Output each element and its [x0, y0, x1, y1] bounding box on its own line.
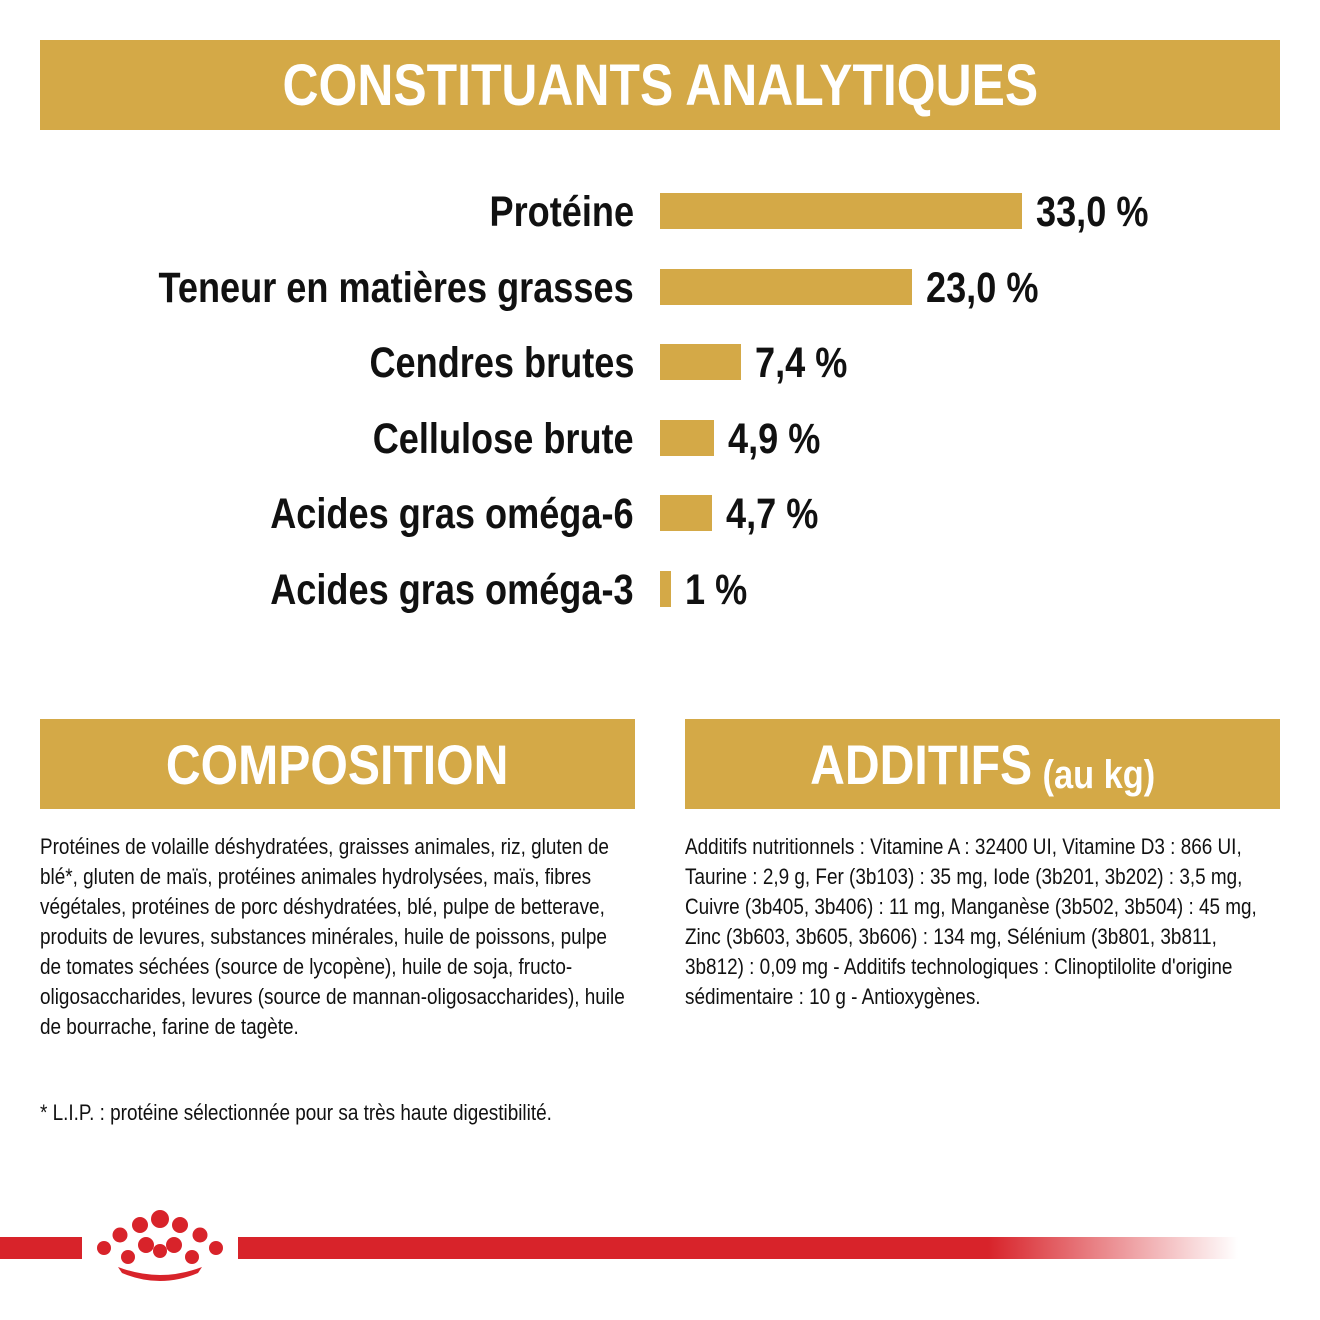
chart-value-label: 1 %	[685, 565, 748, 614]
chart-value-label: 4,9 %	[728, 414, 821, 463]
chart-bar	[660, 269, 912, 305]
additives-unit: (au kg)	[1042, 752, 1156, 797]
analytical-constituents-header	[40, 40, 1280, 130]
chart-row	[0, 414, 1320, 464]
chart-row	[0, 338, 1320, 388]
chart-row	[0, 489, 1320, 539]
chart-bar	[660, 193, 1022, 229]
composition-footnote: * L.I.P. : protéine sélectionnée pour sa très haute digestibilité.	[40, 1100, 552, 1125]
chart-row	[0, 187, 1320, 237]
additives-title: ADDITIFS	[809, 732, 1032, 796]
chart-category-label: Acides gras oméga-6	[270, 490, 634, 538]
chart-bar	[660, 420, 714, 456]
chart-category-label: Cendres brutes	[369, 339, 634, 387]
additives-title-group	[810, 732, 1155, 797]
additives-header	[685, 719, 1280, 809]
chart-bar	[660, 571, 671, 607]
composition-title: COMPOSITION	[166, 732, 509, 796]
analytical-constituents-title: CONSTITUANTS ANALYTIQUES	[282, 52, 1038, 118]
brand-stripe-left	[0, 1237, 82, 1259]
chart-category-label: Teneur en matières grasses	[158, 263, 634, 312]
chart-category-label: Acides gras oméga-3	[270, 565, 634, 614]
chart-value-label: 33,0 %	[1036, 188, 1149, 236]
chart-value-label: 23,0 %	[926, 263, 1039, 312]
chart-bar	[660, 344, 741, 380]
composition-header	[40, 719, 635, 809]
composition-text: Protéines de volaille déshydratées, graisses animales, riz, gluten de blé*, gluten de maïs, protéines animales hydrolysées, maïs, fibres végétales, protéines de porc déshydratées, blé, pulpe de betterave, produits de levures, substances minérales, huile de poissons, pulpe de tomates séchées (source de lycopène), huile de soja, fructo-oligosaccharides, levures (source de mannan-oligosaccharides), huile de bourrache, farine de tagète.	[40, 834, 625, 1039]
chart-row	[0, 263, 1320, 313]
chart-value-label: 4,7 %	[726, 490, 819, 538]
additives-text: Additifs nutritionnels : Vitamine A : 32400 UI, Vitamine D3 : 866 UI, Taurine : 2,9 g, Fer (3b103) : 35 mg, Iode (3b201, 3b202) : 3,5 mg, Cuivre (3b405, 3b406) : 11 mg, Manganèse (3b502, 3b504) : 45 mg, Zinc (3b603, 3b605, 3b606) : 134 mg, Sélénium (3b801, 3b811, 3b812) : 0,09 mg - Additifs technologiques : Clinoptilolite d'origine sédimentaire : 10 g - Antioxygènes.	[685, 834, 1257, 1009]
chart-row	[0, 565, 1320, 615]
brand-stripe-right	[238, 1237, 1238, 1259]
chart-bar	[660, 495, 712, 531]
chart-value-label: 7,4 %	[755, 339, 848, 387]
crown-logo-icon	[90, 1205, 230, 1285]
chart-category-label: Protéine	[489, 188, 634, 236]
chart-category-label: Cellulose brute	[373, 414, 634, 463]
